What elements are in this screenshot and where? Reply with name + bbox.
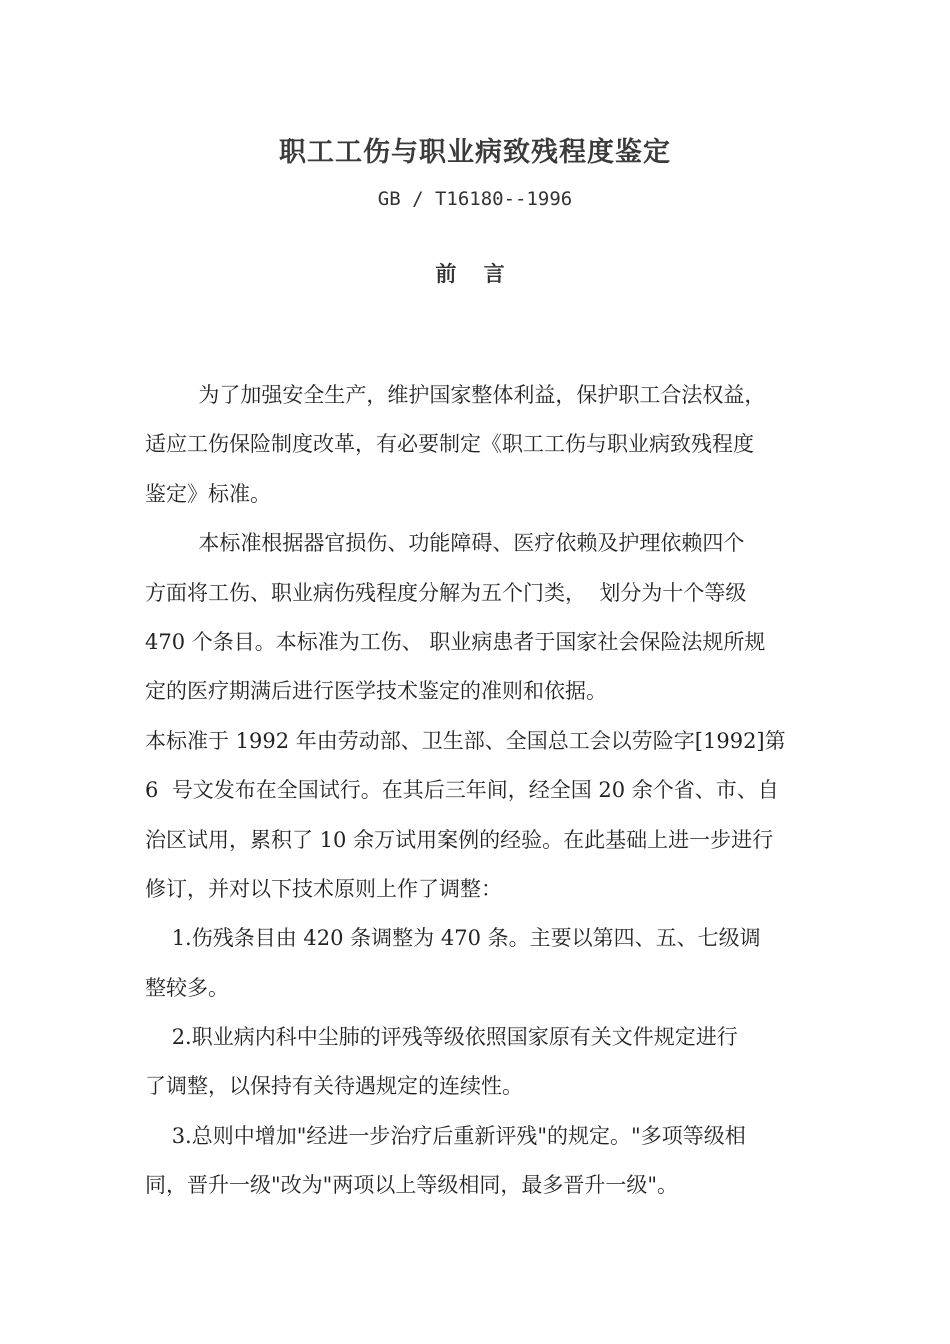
body-line: 整较多。 [145,975,229,1000]
body-line: 1.伤残条目由 420 条调整为 470 条。主要以第四、五、七级调 [145,926,761,951]
body-line: 3.总则中增加"经进一步治疗后重新评残"的规定。"多项等级相 [145,1123,746,1148]
section-heading: 前 言 [435,261,515,286]
body-line: 定的医疗期满后进行医学技术鉴定的准则和依据。 [145,679,607,704]
body-line: 2.职业病内科中尘肺的评残等级依照国家原有关文件规定进行 [145,1025,738,1050]
body-line: 鉴定》标准。 [145,481,271,506]
body-line: 同，晋升一级"改为"两项以上等级相同，最多晋升一级"。 [145,1173,678,1198]
document-body [145,371,825,1211]
standard-code: GB / T16180--1996 [377,188,573,210]
body-line: 本标准于 1992 年由劳动部、卫生部、全国总工会以劳险字[1992]第 [145,728,786,753]
body-line: 方面将工伤、职业病伤残程度分解为五个门类， 划分为十个等级 [145,580,747,605]
body-line: 修订，并对以下技术原则上作了调整： [145,876,502,901]
body-line: 本标准根据器官损伤、功能障碍、医疗依赖及护理依赖四个 [145,531,745,556]
body-line: 适应工伤保险制度改革，有必要制定《职工工伤与职业病致残程度 [145,432,754,457]
body-line: 470 个条目。本标准为工伤、 职业病患者于国家社会保险法规所规 [145,629,766,654]
body-line: 治区试用，累积了 10 余万试用案例的经验。在此基础上进一步进行 [145,827,774,852]
body-line: 6 号文发布在全国试行。在其后三年间，经全国 20 余个省、市、自 [145,778,779,803]
body-line: 为了加强安全生产，维护国家整体利益，保护职工合法权益， [145,383,766,407]
document-title: 职工工伤与职业病致残程度鉴定 [279,137,671,168]
body-line: 了调整，以保持有关待遇规定的连续性。 [145,1074,523,1099]
